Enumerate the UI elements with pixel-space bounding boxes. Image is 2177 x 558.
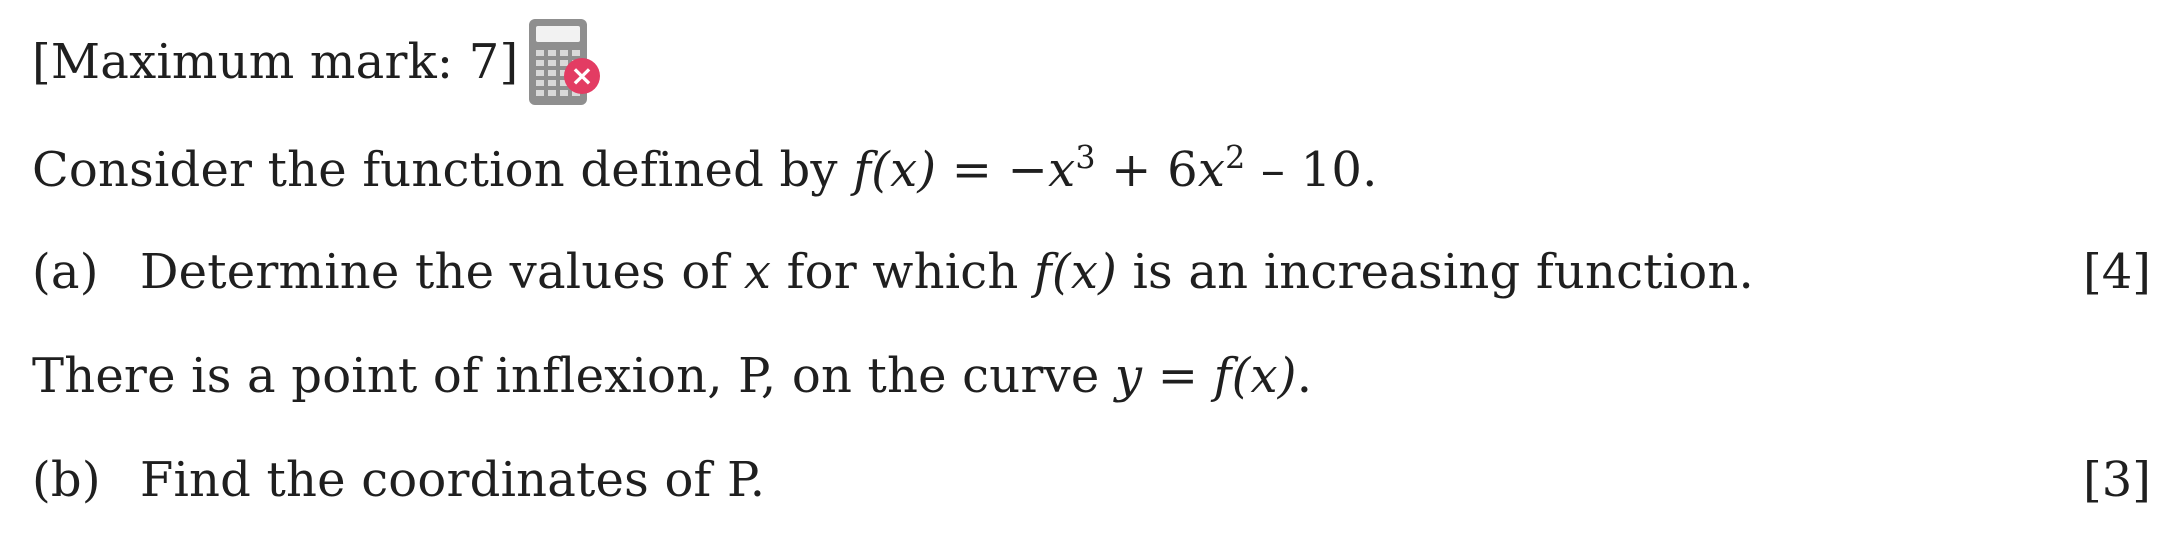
- maximum-mark-text: [Maximum mark: 7]: [32, 34, 519, 90]
- function-fx: f(x): [853, 142, 937, 198]
- part-a-text-before: Determine the values of: [140, 244, 729, 300]
- minus-sign-2: –: [1260, 142, 1286, 198]
- power-two: 2: [1225, 140, 1246, 177]
- curve-function-fx: f(x): [1213, 348, 1297, 404]
- x-cubed-base: x: [1048, 142, 1076, 198]
- part-b-marks: [3]: [2083, 452, 2151, 508]
- maximum-mark: [32, 36, 518, 89]
- plus-sign: +: [1111, 142, 1152, 198]
- part-a-function-fx: f(x): [1033, 244, 1118, 300]
- x-squared-base: x: [1197, 142, 1226, 198]
- part-a-marks: [4]: [2083, 244, 2151, 300]
- intro-text: Consider the function defined by: [32, 142, 838, 198]
- part-b-text: Find the coordinates of P.: [140, 452, 766, 508]
- power-three: 3: [1075, 140, 1096, 177]
- curve-period: .: [1296, 348, 1313, 404]
- coefficient-six: 6: [1167, 142, 1198, 198]
- part-a-text-middle: for which: [786, 244, 1019, 300]
- curve-y: y: [1114, 348, 1143, 404]
- inflexion-statement: [32, 350, 1312, 403]
- part-b-label: (b): [32, 452, 101, 508]
- constant-ten: 10.: [1300, 142, 1378, 198]
- calculator-not-allowed-icon: [528, 18, 608, 108]
- curve-equals: =: [1157, 348, 1199, 404]
- part-a-x: x: [743, 244, 772, 300]
- function-definition: [32, 140, 1378, 198]
- equals-sign: =: [951, 142, 993, 198]
- part-a-label: (a): [32, 244, 99, 300]
- no-calculator-badge-label: ×: [570, 59, 594, 92]
- inflexion-text: There is a point of inflexion, P, on the curve: [32, 348, 1100, 404]
- part-b: [32, 454, 765, 507]
- part-a-text-after: is an increasing function.: [1132, 244, 1754, 300]
- minus-sign: −: [1007, 142, 1049, 198]
- part-a: [32, 246, 1754, 299]
